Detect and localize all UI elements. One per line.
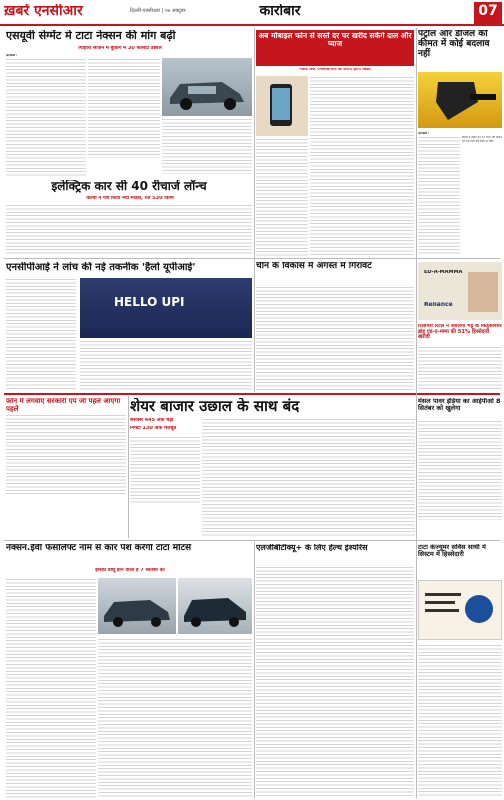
a7-body — [418, 346, 502, 390]
a10-headline: मेसल पावर इंडिया का आईपीओ 8 सितंबर को खुलेगा — [418, 398, 501, 413]
a2-subhead: नेफेड और एनसीसीएफ के जरिए होगी बिक्री — [299, 68, 371, 72]
a3-headline: पेट्रोल और डीजल की कीमत में कोई बदलाव नहीं — [418, 30, 490, 59]
a4-headline: इलेक्ट्रिक कार सी 40 रीचार्ज लॉन्च — [51, 180, 207, 193]
a11-headline: नेक्सन.ईवी फेसलिफ्ट नाम से कार पेश करेगी टाटा मोटर्स — [6, 544, 192, 553]
a8-headline: फ़ोन में लगवाएं सरकारी एप जो पहले आएगा पहले — [6, 398, 121, 413]
nexon-photo-1 — [98, 578, 176, 634]
a6-body — [256, 286, 414, 390]
a6-headline: चीन के विकास में अगस्त में गिरावट — [256, 262, 372, 271]
a11-body — [6, 578, 96, 798]
masthead — [0, 0, 504, 26]
a4-body — [6, 204, 252, 254]
a13-body — [418, 644, 502, 798]
a9-body-left — [130, 436, 200, 504]
a1-headline: एसयूवी सेग्मेंट मे टाटा नेक्सन की मांग बढ़ी — [6, 30, 176, 42]
section-title: कारोबार — [259, 4, 301, 19]
a1-subhead: त्योहारी सीजन में बुकिंग में 30 फीसदी उछाल — [78, 46, 162, 51]
page-number: 07 — [478, 4, 498, 19]
mobile-photo — [256, 76, 308, 136]
a12-body — [256, 566, 414, 798]
a9-chip1: सेंसेक्स 445 अंक चढ़ा — [130, 418, 174, 423]
a4-subhead: वोल्वो ने पेश किया नया मॉडल, रेंज 530 किमी — [86, 196, 174, 201]
tata-ad — [418, 580, 502, 640]
a2-body-2 — [256, 138, 308, 256]
a5-body — [6, 278, 76, 390]
a11-subhead: इसका डेब्यू होने वाला है 7 सितंबर को — [95, 568, 165, 573]
a10-body — [418, 420, 502, 520]
a1-body-col2 — [88, 58, 160, 158]
a8-body — [6, 414, 126, 494]
a3-byline: नई दिल्ली । — [418, 132, 429, 135]
a13-headline: टाटा कंज्यूमर सर्विस साथी में सिस्टम में हिस्सेदारी — [418, 544, 486, 559]
a12-headline: एलजीबीटीक्यू+ के लिए हेल्थ इंश्योरेंस — [256, 544, 368, 552]
a3-box: दिल्ली में पेट्रोल 94.72 रुपये और डीजल 87.62 रुपये प्रति लीटर पर स्थिर — [462, 136, 502, 143]
a9-headline: शेयर बाजार उछाल के साथ बंद — [130, 398, 300, 415]
reliance-ad — [418, 262, 502, 320]
a1-body-col3 — [162, 118, 252, 174]
a2-headline: अब मोबाइल फोन से सस्ते दर पर खरीद सकेंगे दाल और प्याज — [258, 32, 412, 49]
suv-photo — [162, 58, 252, 116]
aamm-logo: ED-A-MAMMA — [424, 270, 463, 275]
a9-chip2: निफ्टी 130 अंक मजबूत — [130, 426, 177, 431]
a9-body-mid — [202, 418, 415, 536]
reliance-logo: Reliance — [424, 302, 453, 308]
fuel-nozzle-photo — [418, 72, 502, 128]
a7-headline: रिलायंस रिटेल ने आलिया भट्ट के किड्सवियर ब्रांड एड-ए-मम्मा की 51% हिस्सेदारी खरीदी — [418, 324, 502, 341]
a3-body — [418, 136, 460, 256]
hello-upi-text: HELLO UPI — [114, 296, 185, 309]
a1-body — [6, 58, 86, 176]
a1-byline: नई दिल्ली । — [6, 54, 17, 57]
hello-upi-photo — [80, 278, 252, 338]
a5-body-2 — [80, 340, 252, 390]
newspaper-logo: ख़बरें एनसीआर — [4, 4, 83, 19]
a11-body-2 — [98, 638, 252, 798]
nexon-photo-2 — [178, 578, 252, 634]
a2-body — [310, 76, 414, 256]
a5-headline: एनसीपीआई ने लांच की नई तकनीक 'हैलो यूपीआई' — [6, 262, 196, 273]
masthead-date: दिल्ली-एनसीआर | ०७ अक्टूबर — [130, 8, 186, 14]
